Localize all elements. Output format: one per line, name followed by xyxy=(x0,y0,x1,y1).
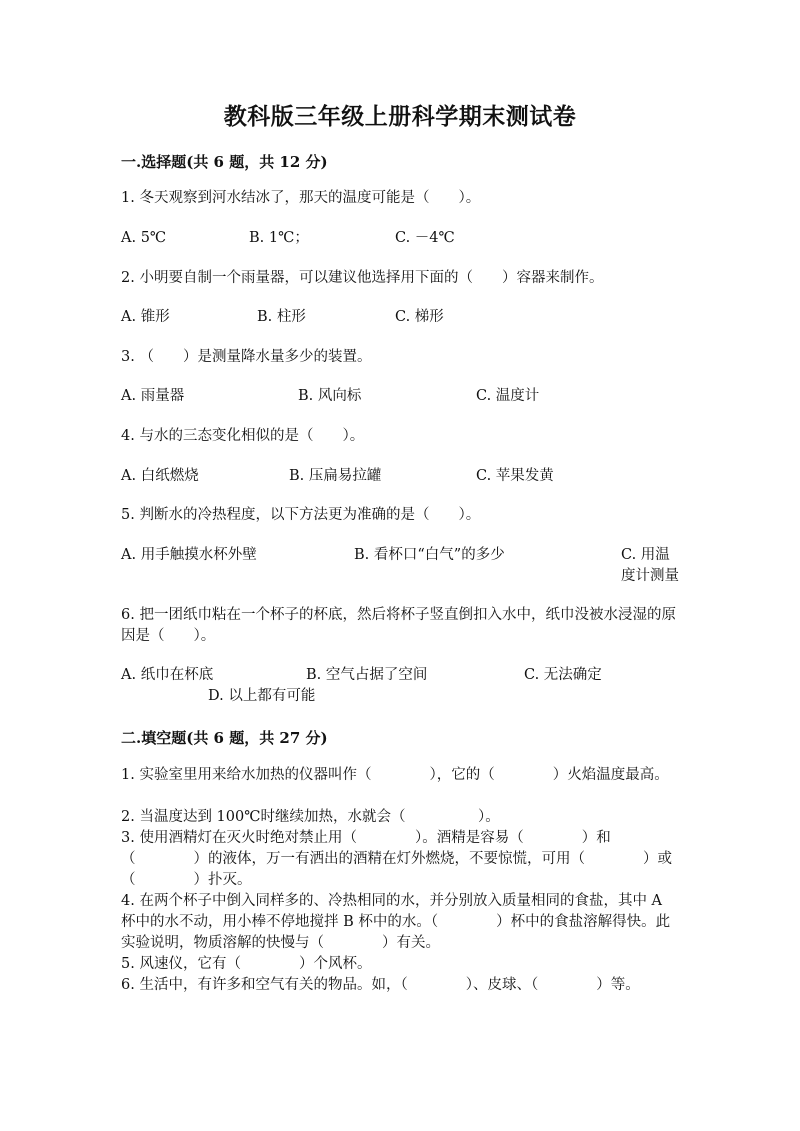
page-title: 教科版三年级上册科学期末测试卷 xyxy=(223,103,577,130)
option-b: B. 空气占据了空间 xyxy=(306,667,428,683)
question-fill: 3. 使用酒精灯在灭火时绝对禁止用（ ）。酒精是容易（ ）和（ ）的液体，万一有洒出的酒精在灯外燃烧，不要惊慌，可用（ ）或（ ）扑灭。 xyxy=(121,830,672,888)
option-a: A. 纸巾在杯底 xyxy=(121,667,214,683)
section-heading-choice: 一.选择题(共 6 题，共 12 分) xyxy=(121,153,328,171)
option-b: B. 风向标 xyxy=(298,388,362,404)
option-a: A. 用手触摸水杯外壁 xyxy=(121,547,257,563)
question-stem: 4. 与水的三态变化相似的是（ ）。 xyxy=(121,428,365,444)
option-b: B. 压扁易拉罐 xyxy=(289,468,382,484)
option-c: C. 用温度计测量 xyxy=(621,547,679,584)
question-fill: 6. 生活中，有许多和空气有关的物品。如，（ ）、皮球、（ ）等。 xyxy=(121,977,640,993)
section-heading-fill: 二.填空题(共 6 题，共 27 分) xyxy=(121,729,328,747)
option-c: C. 梯形 xyxy=(395,309,444,325)
option-a: A. 锥形 xyxy=(121,309,170,325)
option-a: A. 白纸燃烧 xyxy=(121,468,199,484)
option-c: C. 苹果发黄 xyxy=(476,468,554,484)
option-b: B. 柱形 xyxy=(257,309,306,325)
question-fill: 2. 当温度达到 100℃时继续加热，水就会（ ）。 xyxy=(121,809,500,825)
option-c: C. 无法确定 xyxy=(524,667,602,683)
option-c: C. －4℃ xyxy=(395,230,455,246)
question-fill: 1. 实验室里用来给水加热的仪器叫作（ ），它的（ ）火焰温度最高。 xyxy=(121,767,669,783)
option-b: B. 看杯口“白气”的多少 xyxy=(354,547,505,563)
option-b: B. 1℃； xyxy=(249,230,309,246)
question-fill: 5. 风速仪，它有（ ）个风杯。 xyxy=(121,956,372,972)
option-a: A. 雨量器 xyxy=(121,388,185,404)
option-a: A. 5℃ xyxy=(121,230,167,246)
question-stem: 5. 判断水的冷热程度，以下方法更为准确的是（ ）。 xyxy=(121,507,481,523)
question-fill: 4. 在两个杯子中倒入同样多的、冷热相同的水，并分别放入质量相同的食盐，其中 A 杯中的水不动，用小棒不停地搅拌 B 杯中的水。（ ）杯中的食盐溶解得快。此实验说明，物质溶解的快慢与（ ）有关。 xyxy=(121,893,671,951)
option-c: C. 温度计 xyxy=(476,388,540,404)
question-stem: 2. 小明要自制一个雨量器，可以建议他选择用下面的（ ）容器来制作。 xyxy=(121,270,604,286)
question-stem: 6. 把一团纸巾粘在一个杯子的杯底，然后将杯子竖直倒扣入水中，纸巾没被水浸湿的原因是（ ）。 xyxy=(121,607,676,644)
option-d: D. 以上都有可能 xyxy=(208,688,316,704)
question-stem: 3. （ ）是测量降水量多少的装置。 xyxy=(121,349,372,365)
question-stem: 1. 冬天观察到河水结冰了，那天的温度可能是（ ）。 xyxy=(121,190,481,206)
